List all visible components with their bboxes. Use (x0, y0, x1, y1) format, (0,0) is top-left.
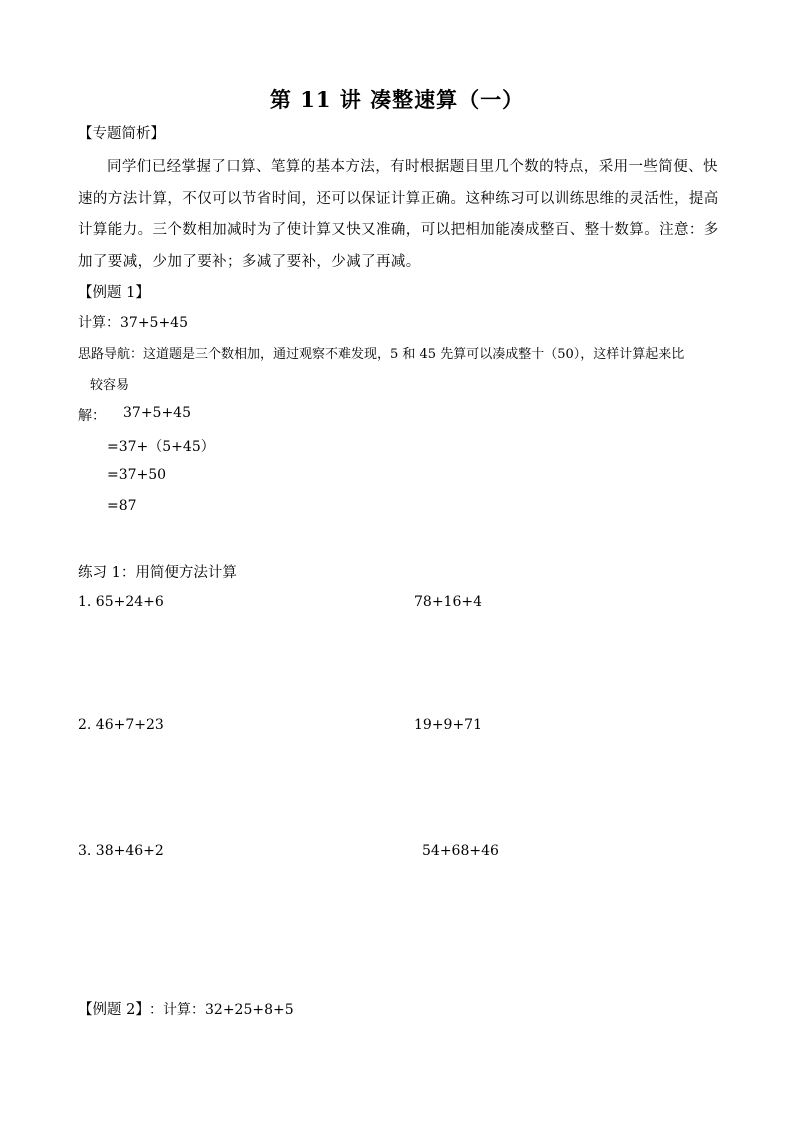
topic-paragraph: 同学们已经掌握了口算、笔算的基本方法，有时根据题目里几个数的特点，采用一些简便、快速的方法计算，不仅可以节省时间，还可以保证计算正确。这种练习可以训练思维的灵活性，提高计算能力。三个数相加减时为了使计算又快又准确，可以把相加能凑成整百、整十数算。注意：多加了要减，少加了要补；多减了要补，少减了再减。 (78, 159, 719, 270)
solution-label: 解： (78, 408, 106, 424)
practice-problem: 3. 38+46+2 (78, 843, 164, 859)
page-title: 第 11 讲 凑整速算（一） (269, 87, 525, 112)
example-1-heading: 【例题 1】 (78, 285, 150, 301)
example-1-hint-line2: 较容易 (90, 378, 130, 393)
solution-step: =37+（5+45） (107, 439, 215, 455)
practice-1-heading: 练习 1：用简便方法计算 (78, 565, 237, 581)
example-2-heading: 【例题 2】 (78, 1002, 150, 1018)
practice-problem: 1. 65+24+6 (78, 594, 164, 610)
solution-expression: 37+5+45 (123, 405, 191, 421)
example-1-problem: 计算：37+5+45 (78, 315, 188, 331)
practice-problem: 2. 46+7+23 (78, 717, 164, 733)
practice-problem: 19+9+71 (414, 717, 482, 733)
practice-problem: 78+16+4 (414, 594, 482, 610)
topic-heading: 【专题简析】 (78, 126, 165, 142)
example-1-hint-line1: 思路导航：这道题是三个数相加，通过观察不难发现，5 和 45 先算可以凑成整十（50），这样计算起来比 (78, 347, 685, 362)
example-2-problem: ：计算：32+25+8+5 (149, 1002, 294, 1018)
solution-step: =37+50 (107, 467, 167, 483)
solution-step: =87 (107, 498, 137, 514)
practice-problem: 54+68+46 (422, 843, 499, 859)
